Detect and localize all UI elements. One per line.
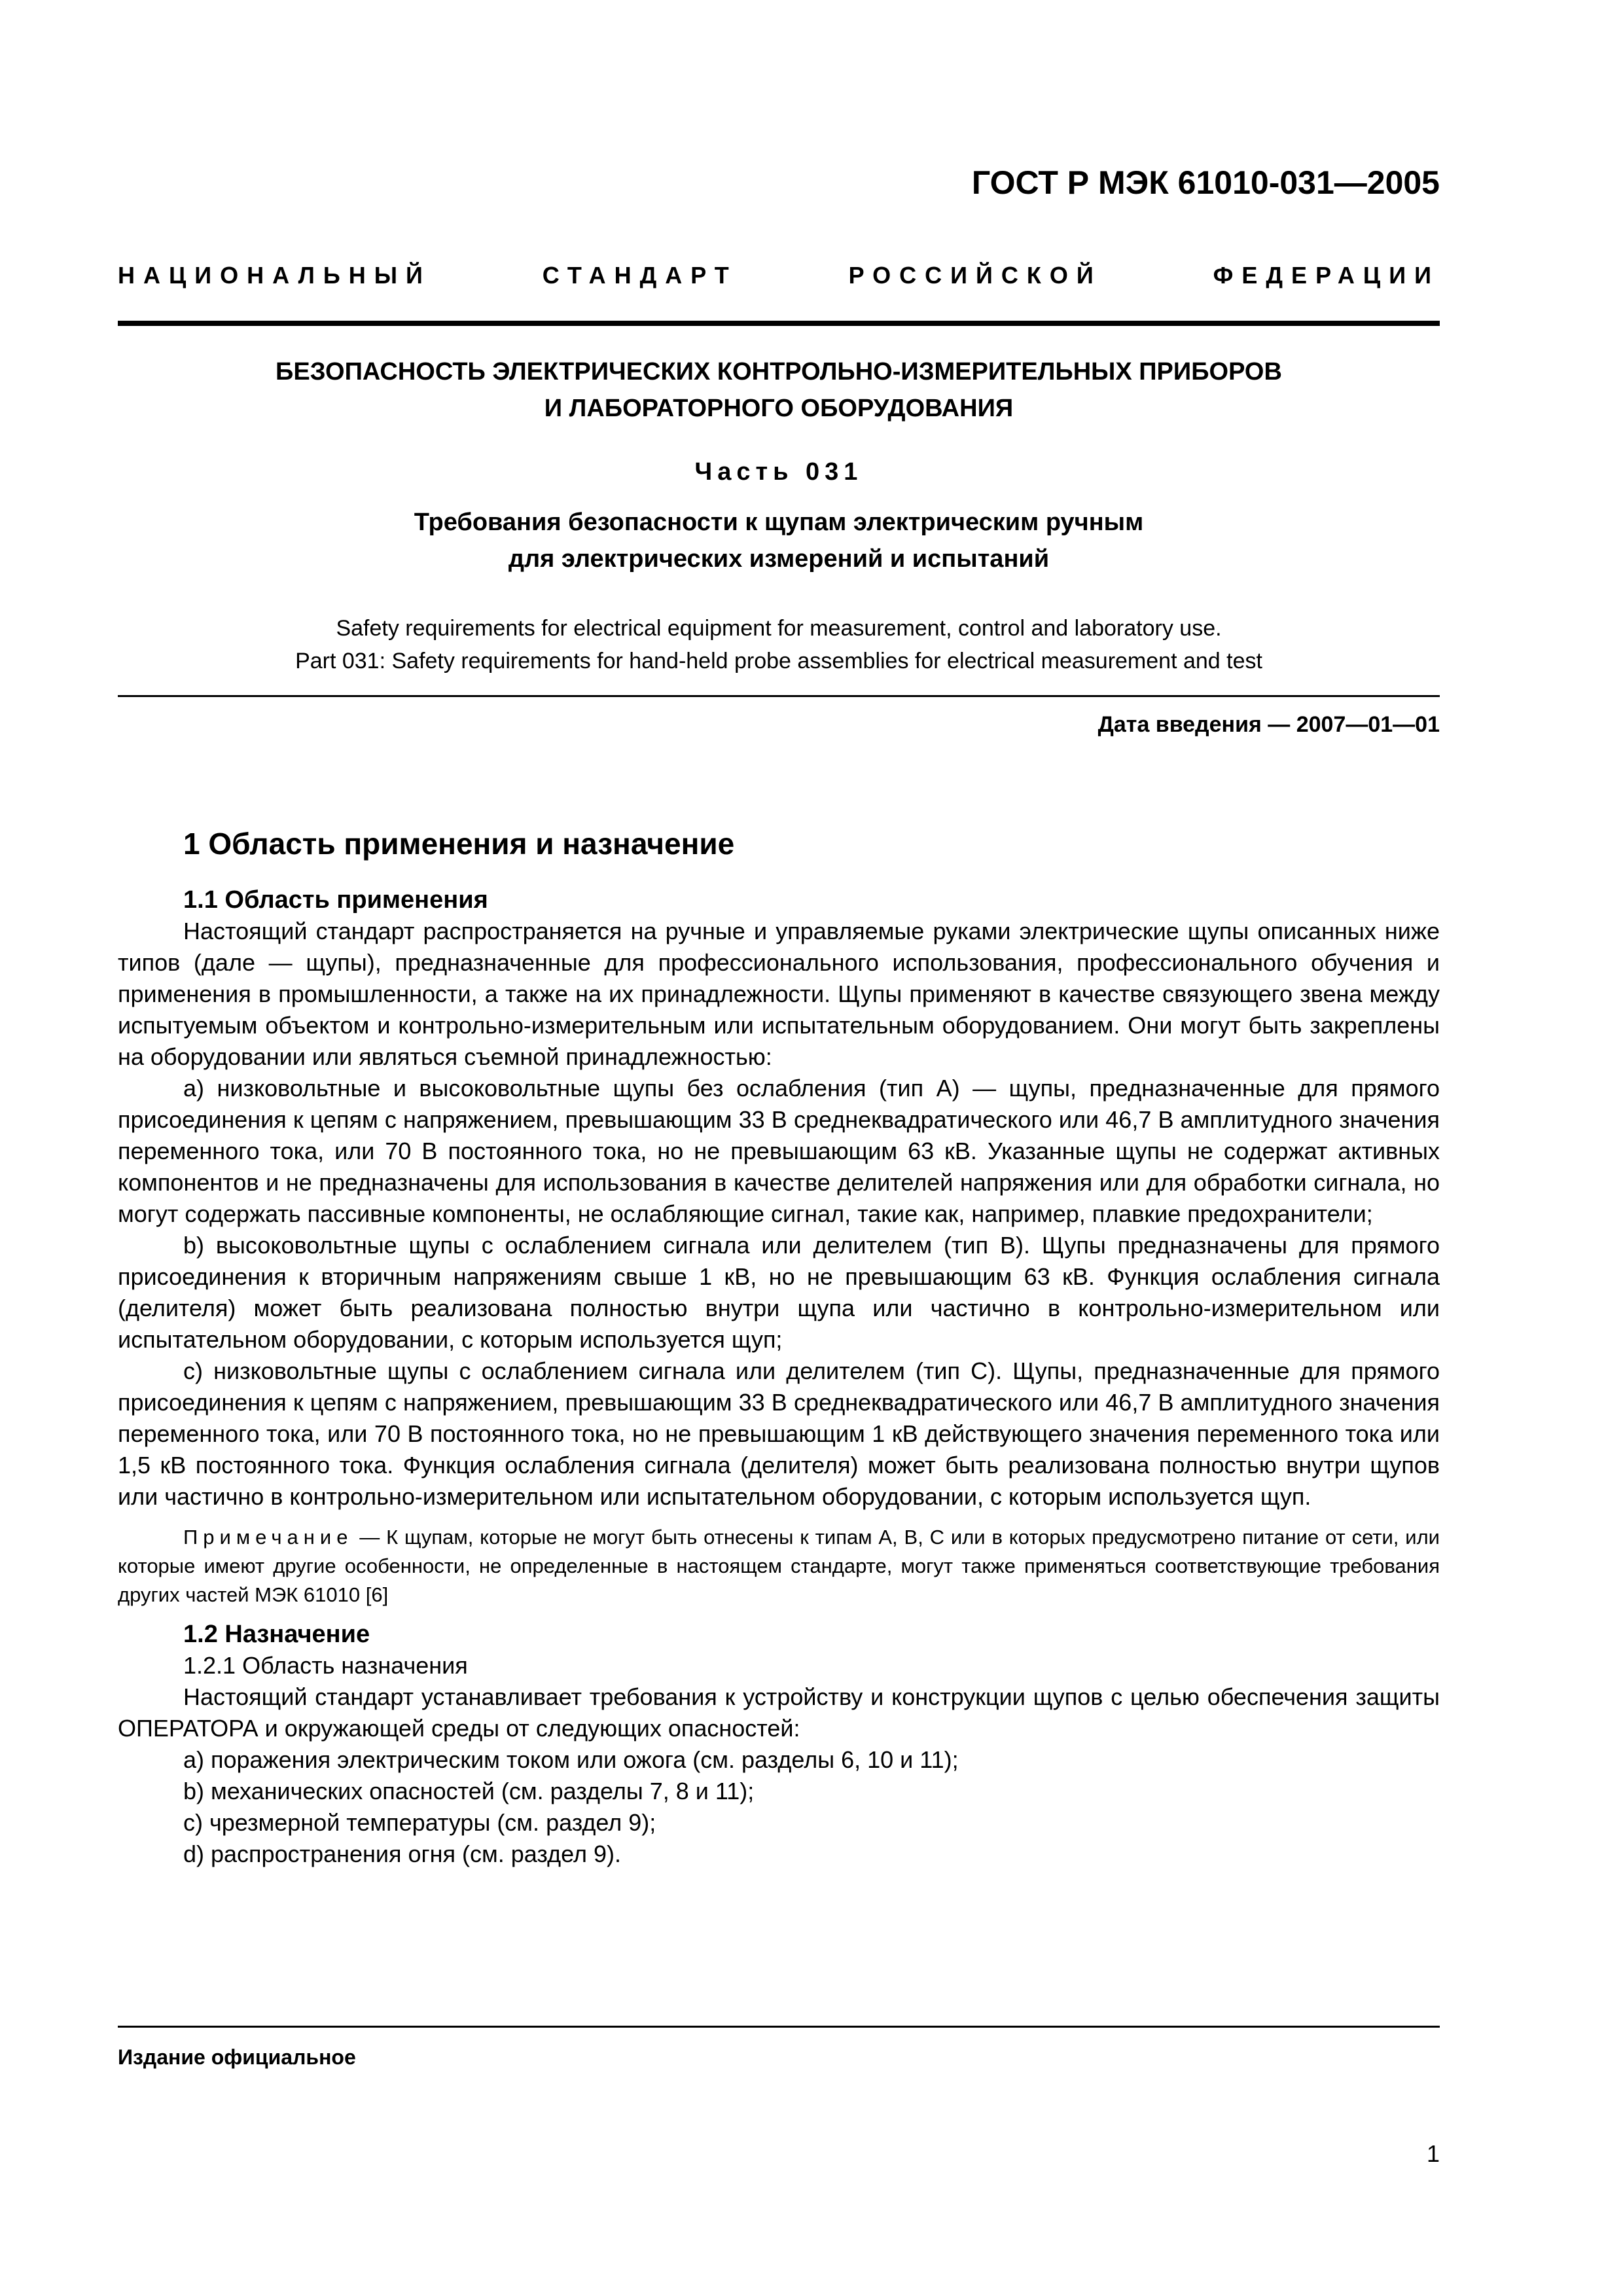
introduction-date: Дата введения — 2007—01—01 <box>1097 712 1440 737</box>
section-heading: 1 Область применения и назначение <box>183 827 735 861</box>
banner-word: РОССИЙСКОЙ <box>848 262 1102 289</box>
list-item: c) низковольтные щупы с ослаблением сигнала или делителем (тип С). Щупы, предназначенные для прямого присоединения к цепям с напряжением, превышающим 33 В среднеквадратического или 46,7 В амплитудного значения переменного тока, или 70 В постоянного тока, но не превышающим 1 кВ действующего значения переменного тока или 1,5 кВ постоянного тока. Функция ослабления сигнала (делителя) может быть реализована полностью внутри щупов или частично в контрольно-измерительном или испытательном оборудовании, с которым используется щуп. <box>118 1357 1440 1510</box>
title-line: БЕЗОПАСНОСТЬ ЭЛЕКТРИЧЕСКИХ КОНТРОЛЬНО-ИЗМЕРИТЕЛЬНЫХ ПРИБОРОВ <box>276 358 1282 386</box>
list-item: d) распространения огня (см. раздел 9). <box>183 1840 621 1867</box>
sub-subsection-heading: 1.2.1 Область назначения <box>183 1652 468 1679</box>
banner-word: СТАНДАРТ <box>542 262 738 289</box>
list-item: c) чрезмерной температуры (см. раздел 9); <box>183 1809 656 1836</box>
title-en-line: Part 031: Safety requirements for hand-held probe assemblies for electrical measurement and test <box>295 649 1262 673</box>
title-rule <box>118 695 1440 697</box>
part-number: Часть 031 <box>694 458 863 486</box>
national-standard-banner <box>118 262 1440 289</box>
gost-number: ГОСТ Р МЭК 61010-031—2005 <box>971 164 1440 201</box>
subtitle <box>118 504 1440 577</box>
official-edition-label: Издание официальное <box>118 2045 356 2069</box>
subsection-heading: 1.1 Область применения <box>183 886 488 914</box>
title-russian <box>118 353 1440 427</box>
page-number: 1 <box>1426 2140 1440 2167</box>
title-en-line: Safety requirements for electrical equipment for measurement, control and laboratory use. <box>336 616 1222 641</box>
banner-word: ФЕДЕРАЦИИ <box>1213 262 1440 289</box>
subtitle-line: Требования безопасности к щупам электрическим ручным <box>414 509 1144 536</box>
title-line: И ЛАБОРАТОРНОГО ОБОРУДОВАНИЯ <box>544 395 1014 422</box>
list-item: а) низковольтные и высоковольтные щупы без ослабления (тип А) — щупы, предназначенные для прямого присоединения к цепям с напряжением, превышающим 33 В среднеквадратического или 46,7 В амплитудного значения переменного тока, или 70 В постоянного тока, но не превышающим 63 кВ. Указанные щупы не содержат активных компонентов и не предназначены для использования в качестве делителей напряжения или для обработки сигнала, но могут содержать пассивные компоненты, не ослабляющие сигнал, такие как, например, плавкие предохранители; <box>118 1075 1440 1227</box>
document-page <box>118 0 1440 2296</box>
subtitle-line: для электрических измерений и испытаний <box>508 545 1050 573</box>
paragraph: Настоящий стандарт устанавливает требования к устройству и конструкции щупов с целью обеспечения защиты ОПЕРАТОРА и окружающей среды от следующих опасностей: <box>118 1683 1440 1742</box>
footer-rule <box>118 2026 1440 2028</box>
note-label: Примечание <box>183 1526 353 1549</box>
paragraph: Настоящий стандарт распространяется на ручные и управляемые руками электрические щупы описанных ниже типов (дале — щупы), предназначенные для профессионального использования, профессионального обучения и применения в промышленности, а также на их принадлежности. Щупы применяют в качестве связующего звена между испытуемым объектом и контрольно-измерительным или испытательным оборудованием. Они могут быть закреплены на оборудовании или являться съемной принадлежностью: <box>118 918 1440 1070</box>
subsection-heading: 1.2 Назначение <box>183 1621 370 1648</box>
list-item: b) высоковольтные щупы с ослаблением сигнала или делителем (тип В). Щупы предназначены для прямого присоединения к вторичным напряжениям свыше 1 кВ, но не превышающим 63 кВ. Функция ослабления сигнала (делителя) может быть реализована полностью внутри щупа или частично в контрольно-измерительном или испытательном оборудовании, с которым используется щуп; <box>118 1232 1440 1353</box>
banner-word: НАЦИОНАЛЬНЫЙ <box>118 262 431 289</box>
title-english <box>118 612 1440 677</box>
list-item: b) механических опасностей (см. разделы 7, 8 и 11); <box>183 1778 755 1804</box>
top-rule <box>118 321 1440 326</box>
note-text: — К щупам, которые не могут быть отнесены к типам А, В, С или в которых предусмотрено питание от сети, или которые имеют другие особенности, не определенные в настоящем стандарте, могут также применяться соответствующие требования других частей МЭК 61010 [6] <box>118 1526 1440 1606</box>
list-item: a) поражения электрическим током или ожога (см. разделы 6, 10 и 11); <box>183 1746 959 1773</box>
note <box>118 1523 1440 1609</box>
body-text <box>118 828 1440 1870</box>
